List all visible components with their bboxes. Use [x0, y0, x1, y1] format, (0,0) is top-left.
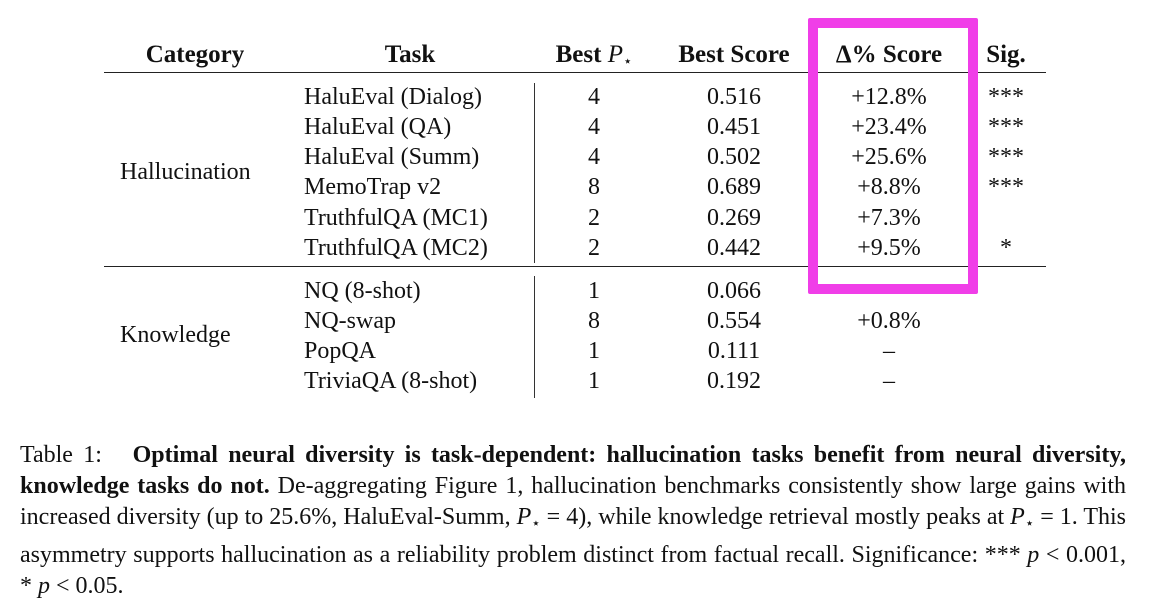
highlight-box [808, 18, 978, 294]
sig-cell: * [1000, 235, 1012, 261]
task-cell: NQ-swap [304, 308, 396, 334]
category-hallucination: Hallucination [120, 159, 251, 185]
header-best-score: Best Score [678, 41, 790, 68]
best-score-cell: 0.111 [707, 338, 761, 364]
caption-label: Table 1: [20, 442, 102, 468]
column-divider-hallucination [534, 83, 535, 263]
delta-score-cell: – [883, 368, 895, 394]
best-p-cell: 1 [588, 338, 600, 364]
task-cell: TruthfulQA (MC1) [304, 205, 488, 231]
best-p-cell: 8 [588, 174, 600, 200]
best-score-cell: 0.516 [707, 84, 761, 110]
category-knowledge: Knowledge [120, 322, 231, 348]
delta-score-cell: +9.5% [857, 235, 921, 261]
best-p-cell: 4 [588, 84, 600, 110]
sig-cell: *** [988, 114, 1024, 140]
header-task: Task [384, 41, 436, 68]
task-cell: HaluEval (QA) [304, 114, 452, 140]
caption-bold-text: Optimal neural diversity is task-dependent: hallucination tasks benefit from neural diversity, knowledge tasks do not. [20, 442, 1127, 499]
delta-score-cell: +23.4% [851, 114, 927, 140]
best-score-cell: 0.554 [707, 308, 761, 334]
task-cell: HaluEval (Summ) [304, 144, 480, 170]
caption-text: De-aggregating Figure 1, hallucination benchmarks consistently show large gains with increased diversity (up to 25.6%, HaluEval-Summ, [20, 473, 1126, 530]
best-p-cell: 4 [588, 114, 600, 140]
best-p-cell: 2 [588, 235, 600, 261]
header-category: Category [145, 41, 245, 68]
task-cell: MemoTrap v2 [304, 174, 442, 200]
task-cell: PopQA [304, 338, 377, 364]
column-divider-knowledge [534, 276, 535, 398]
best-score-cell: 0.066 [707, 278, 761, 304]
header-best-p: Best $P_⋆$ [555, 41, 633, 70]
best-p-cell: 1 [588, 368, 600, 394]
delta-score-cell: +12.8% [851, 84, 927, 110]
delta-score-cell: +25.6% [851, 144, 927, 170]
sig-cell: *** [988, 174, 1024, 200]
best-p-cell: 4 [588, 144, 600, 170]
best-p-cell: 1 [588, 278, 600, 304]
delta-score-cell: +7.3% [857, 205, 921, 231]
task-cell: TruthfulQA (MC2) [304, 235, 488, 261]
delta-score-cell: +8.8% [857, 174, 921, 200]
delta-score-cell: – [883, 338, 895, 364]
task-cell: NQ (8-shot) [304, 278, 421, 304]
best-p-cell: 8 [588, 308, 600, 334]
best-score-cell: 0.192 [707, 368, 761, 394]
header-sig: Sig. [986, 41, 1026, 68]
best-score-cell: 0.689 [707, 174, 761, 200]
best-score-cell: 0.269 [707, 205, 761, 231]
best-p-cell: 2 [588, 205, 600, 231]
best-score-cell: 0.442 [707, 235, 761, 261]
header-delta-score: Δ% Score [835, 41, 943, 68]
sig-cell: *** [988, 144, 1024, 170]
table-caption: Table 1: Optimal neural diversity is task-dependent: hallucination tasks benefit from neural diversity, knowledge tasks do not. De-aggregating Figure 1, hallucination benchmarks consistently show large gains with increased diversity (up to 25.6%, HaluEval-Summ, $P_⋆ = 4$), while knowledge retrieval mostly peaks at $P_⋆ = 1$. This asymmetry supports hallucination as a reliability problem distinct from factual recall. Significance: *** p < 0.001, * p < 0.05. [20, 442, 1127, 599]
delta-score-cell: +0.8% [857, 308, 921, 334]
best-score-cell: 0.451 [707, 114, 761, 140]
best-score-cell: 0.502 [707, 144, 761, 170]
sig-cell: *** [988, 84, 1024, 110]
task-cell: TriviaQA (8-shot) [304, 368, 478, 394]
task-cell: HaluEval (Dialog) [304, 84, 482, 110]
